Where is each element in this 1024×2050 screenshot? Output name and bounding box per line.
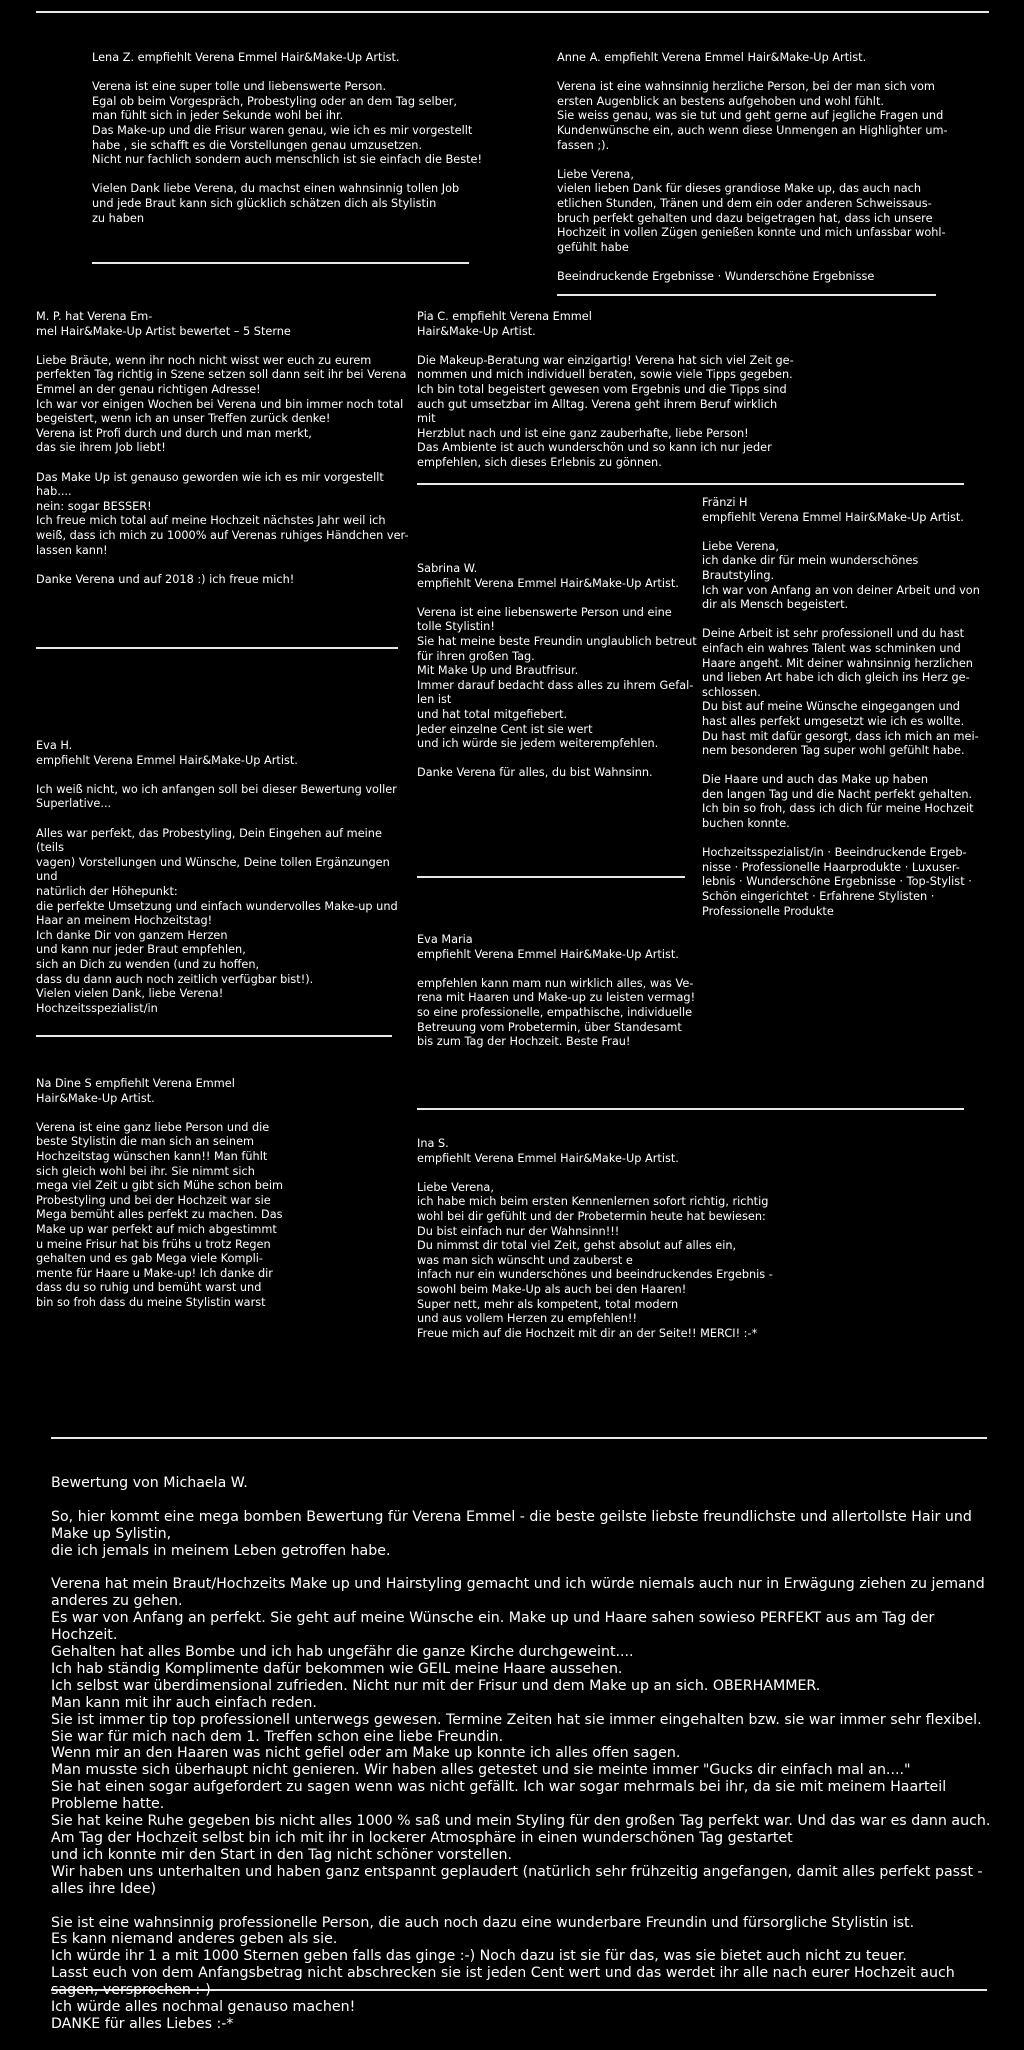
review-michaela-text: Sie ist eine wahnsinnig professionelle Person, die auch noch dazu eine wunderbare Freundin und fürsorgliche Stylistin ist. Es kann niemand anderes geben als sie. Ich würde ihr 1 a mit 1000 Sternen geben falls das ginge :-) Noch dazu ist sie für das, was sie bietet auch nicht zu teuer. Lasst euch von dem Anfangsbetrag nicht abschrecken sie ist jeden Cent wert und das werdet ihr alle nach eurer Hochzeit auch sagen, versprochen :-) Ich würde alles nochmal genauso machen! DANKE für alles Liebes :-* bbox=[51, 1914, 955, 2032]
review-fraenzi-text: Die Haare und auch das Make up haben den langen Tag und die Nacht perfekt gehalten. Ich bin so froh, dass ich dich für meine Hochzeit buchen konnte. bbox=[702, 773, 974, 831]
review-michaela bbox=[51, 1475, 1001, 2050]
review-fraenzi-author: Fränzi H empfiehlt Verena Emmel Hair&Make-Up Artist. bbox=[702, 496, 964, 524]
divider-lena bbox=[92, 262, 469, 264]
review-sabrina-text: Danke Verena für alles, du bist Wahnsinn. bbox=[417, 766, 653, 780]
review-eva-maria-text: empfehlen kann mam nun wirklich alles, was Ve- rena mit Haaren und Make-up zu leisten vermag! so eine professionelle, empathische, individuelle Betreuung vom Probetermin, über Standesamt bis zum Tag der Hochzeit. Beste Frau! bbox=[417, 976, 696, 1049]
review-michaela-text: So, hier kommt eine mega bomben Bewertung für Verena Emmel - die beste geilste liebste freundlichste und allertollste Hair und Make up Sylistin, die ich jemals in meinem Leben getroffen habe. bbox=[51, 1508, 972, 1559]
review-michaela-text: Verena hat mein Braut/Hochzeits Make up und Hairstyling gemacht und ich würde niemals auch nur in Erwägung ziehen zu jemand anderes zu gehen. Es war von Anfang an perfekt. Sie geht auf meine Wünsche ein. Make up und Haare sahen sowieso PERFEKT aus am Tag der Hochzeit. Gehalten hat alles Bombe und ich hab ungefähr die ganze Kirche durchgeweint.... Ich hab ständig Komplimente dafür bekommen wie GEIL meine Haare aussehen. Ich selbst war überdimensional zufrieden. Nicht nur mit der Frisur und dem Make up an sich. OBERHAMMER. Man kann mit ihr auch einfach reden. Sie ist immer tip top professionell unterwegs gewesen. Termine Zeiten hat sie immer eingehalten bzw. sie war immer sehr flexibel. Sie war für mich nach dem 1. Treffen schon eine liebe Freundin. Wenn mir an den Haaren was nicht gefiel oder am Make up konnte ich alles offen sagen. Man musste sich überhaupt nicht genieren. Wir haben alles getestet und sie meinte immer "Gucks dir einfach mal an...." Sie hat einen sogar aufgefordert zu sagen wenn was nicht gefällt. Ich war sogar mehrmals bei ihr, da sie mit meinem Haarteil Probleme hatte. Sie hat keine Ruhe gegeben bis nicht alles 1000 % saß und mein Styling für den großen Tag perfekt war. Und das war es dann auch. Am Tag der Hochzeit selbst bin ich mit ihr in lockerer Atmosphäre in einen wunderschönen Tag gestartet und ich konnte mir den Start in den Tag nicht schöner vorstellen. Wir haben uns unterhalten und haben ganz entspannt geplaudert (natürlich sehr frühzeitig angefangen, damit alles perfekt passt - alles ihre Idee) bbox=[51, 1576, 991, 1897]
review-mp bbox=[36, 310, 411, 587]
review-nadine bbox=[36, 1077, 316, 1311]
review-ina-author: Ina S. empfiehlt Verena Emmel Hair&Make-Up Artist. bbox=[417, 1137, 679, 1165]
review-ina bbox=[417, 1137, 797, 1341]
divider-pia bbox=[417, 483, 964, 485]
review-eva-maria-author: Eva Maria empfiehlt Verena Emmel Hair&Make-Up Artist. bbox=[417, 933, 679, 961]
divider-eva-h bbox=[36, 1035, 392, 1037]
review-pia-text: Die Makeup-Beratung war einzigartig! Verena hat sich viel Zeit ge- nommen und mich individuell beraten, sowie viele Tipps gegeben. Ich bin total begeistert gewesen vom Ergebnis und die Tipps sind auch gut umsetzbar im Alltag. Verena geht ihrem Beruf wirklich mit Herzblut nach und ist eine ganz zauberhafte, liebe Person! Das Ambiente ist auch wunderschön und so kann ich nur jeder empfehlen, sich dieses Erlebnis zu gönnen. bbox=[417, 353, 794, 469]
review-sabrina bbox=[417, 562, 697, 781]
review-michaela-author: Bewertung von Michaela W. bbox=[51, 1475, 248, 1491]
review-fraenzi-text: Deine Arbeit ist sehr professionell und du hast einfach ein wahres Talent was schminken und Haare angeht. Mit deiner wahnsinnig herzlichen und lieben Art habe ich dich gleich ins Herz ge- schlossen. Du bist auf meine Wünsche eingegangen und hast alles perfekt umgesetzt wie ich es wollte. Du hast mit dafür gesorgt, dass ich mich an mei- nem besonderen Tag super wohl gefühlt habe. bbox=[702, 627, 979, 758]
review-mp-text: Liebe Bräute, wenn ihr noch nicht wisst wer euch zu eurem perfekten Tag richtig in Szene setzen soll dann seit ihr bei Verena Emmel an der genau richtigen Adresse! Ich war vor einigen Wochen bei Verena und bin immer noch total begeistert, wenn ich an unser Treffen zurück denke! Verena ist Profi durch und durch und man merkt, das sie ihrem Job liebt! bbox=[36, 353, 407, 455]
review-mp-text: Danke Verena und auf 2018 :) ich freue mich! bbox=[36, 572, 295, 586]
review-lena-text: Vielen Dank liebe Verena, du machst einen wahnsinnig tollen Job und jede Braut kann sich glücklich schätzen dich als Stylistin zu haben bbox=[92, 182, 460, 225]
review-eva-h-author: Eva H. empfiehlt Verena Emmel Hair&Make-Up Artist. bbox=[36, 739, 298, 767]
review-pia-author: Pia C. empfiehlt Verena Emmel Hair&Make-Up Artist. bbox=[417, 310, 592, 338]
review-mp-author: M. P. hat Verena Em- mel Hair&Make-Up Artist bewertet – 5 Sterne bbox=[36, 310, 291, 338]
review-sabrina-author: Sabrina W. empfiehlt Verena Emmel Hair&Make-Up Artist. bbox=[417, 562, 679, 590]
review-nadine-text: Verena ist eine ganz liebe Person und die beste Stylistin die man sich an seinem Hochzeitstag wünschen kann!! Man fühlt sich gleich wohl bei ihr. Sie nimmt sich mega viel Zeit u gibt sich Mühe schon beim Probestyling und bei der Hochzeit war sie Mega bemüht alles perfekt zu machen. Das Make up war perfekt auf mich abgestimmt u meine Frisur hat bis frühs u trotz Regen gehalten und es gab Mega viele Kompli- mente für Haare u Make-up! Ich danke dir dass du so ruhig und bemüht warst und bin so froh dass du meine Stylistin warst bbox=[36, 1120, 284, 1309]
divider-anne bbox=[557, 294, 936, 296]
review-mp-text: Das Make Up ist genauso geworden wie ich es mir vorgestellt hab.... nein: sogar BESSER! Ich freue mich total auf meine Hochzeit nächstes Jahr weil ich weiß, dass ich mich zu 1000% auf Verenas ruhiges Händchen ver- lassen kann! bbox=[36, 470, 409, 557]
review-nadine-author: Na Dine S empfiehlt Verena Emmel Hair&Make-Up Artist. bbox=[36, 1077, 235, 1105]
review-lena bbox=[92, 51, 492, 226]
divider-top bbox=[36, 11, 989, 13]
review-eva-h-text: Ich weiß nicht, wo ich anfangen soll bei dieser Bewertung voller Superlative... bbox=[36, 782, 397, 811]
divider-eva-maria bbox=[417, 1108, 964, 1110]
review-eva-h-text: Alles war perfekt, das Probestyling, Dein Eingehen auf meine (teils vagen) Vorstellungen und Wünsche, Deine tollen Ergänzungen und natürlich der Höhepunkt: die perfekte Umsetzung und einfach wundervolles Make-up und Haar an meinem Hochzeitstag! Ich danke Dir von ganzem Herzen und kann nur jeder Braut empfehlen, sich an Dich zu wenden (und zu hoffen, dass du dann auch noch zeitlich verfügbar bist!). Vielen vielen Dank, liebe Verena! Hochzeitsspezialist/in bbox=[36, 826, 398, 1015]
review-ina-text: Liebe Verena, ich habe mich beim ersten Kennenlernen sofort richtig, richtig wohl bei dir gefühlt und der Probetermin heute hat bewiesen: Du bist einfach nur der Wahnsinn!!! Du nimmst dir total viel Zeit, gehst absolut auf alles ein, was man sich wünscht und zauberst e infach nur ein wunderschönes und beeindruckendes Ergebnis - sowohl beim Make-Up als auch bei den Haaren! Super nett, mehr als kompetent, total modern und aus vollem Herzen zu empfehlen!! Freue mich auf die Hochzeit mit dir an der Seite!! MERCI! :-* bbox=[417, 1180, 773, 1340]
review-fraenzi-tags: Hochzeitsspezialist/in · Beeindruckende Ergeb- nisse · Professionelle Haarprodukte · Luxuser- lebnis · Wunderschöne Ergebnisse · Top-Stylist · Schön eingerichtet · Erfahrene Stylisten · Professionelle Produkte bbox=[702, 846, 972, 918]
review-lena-text: Verena ist eine super tolle und liebenswerte Person. Egal ob beim Vorgespräch, Probestyling oder an dem Tag selber, man fühlt sich in jeder Sekunde wohl bei ihr. Das Make-up und die Frisur waren genau, wie ich es mir vorgestellt habe , sie schafft es die Vorstellungen genau umzusetzen. Nicht nur fachlich sondern auch menschlich ist sie einfach die Beste! bbox=[92, 80, 483, 167]
review-anne-author: Anne A. empfiehlt Verena Emmel Hair&Make-Up Artist. bbox=[557, 51, 867, 64]
review-anne-text: Liebe Verena, vielen lieben Dank für dieses grandiose Make up, das auch nach etlichen Stunden, Tränen und dem ein oder anderen Schweissaus- bruch perfekt gehalten und dazu beigetragen hat, dass ich unsere Hochzeit in vollen Zügen genießen konnte und mich unfassbar wohl- gefühlt habe bbox=[557, 167, 946, 254]
review-fraenzi bbox=[702, 496, 982, 919]
review-anne-text: Verena ist eine wahnsinnig herzliche Person, bei der man sich vom ersten Augenblick an bestens aufgehoben und wohl fühlt. Sie weiss genau, was sie tut und geht gerne auf jegliche Fragen und Kundenwünsche ein, auch wenn diese Unmengen an Highlighter um- fassen ;). bbox=[557, 80, 948, 152]
review-lena-author: Lena Z. empfiehlt Verena Emmel Hair&Make-Up Artist. bbox=[92, 51, 400, 64]
divider-sabrina bbox=[417, 876, 685, 878]
review-eva-maria bbox=[417, 933, 697, 1050]
review-anne-tags: Beeindruckende Ergebnisse · Wunderschöne Ergebnisse bbox=[557, 269, 875, 283]
review-fraenzi-text: Liebe Verena, ich danke dir für mein wunderschönes Brautstyling. Ich war von Anfang an von deiner Arbeit und von dir als Mensch begeistert. bbox=[702, 539, 980, 612]
review-pia bbox=[417, 310, 797, 471]
review-eva-h bbox=[36, 739, 411, 1016]
divider-section bbox=[51, 1437, 987, 1439]
review-anne bbox=[557, 51, 977, 285]
review-sabrina-text: Verena ist eine liebenswerte Person und eine tolle Stylistin! Sie hat meine beste Freundin unglaublich betreut für ihren großen Tag. Mit Make Up und Brautfrisur. Immer darauf bedacht dass alles zu ihrem Gefal- len ist und hat total mitgefiebert. Jeder einzelne Cent ist sie wert und ich würde sie jedem weiterempfehlen. bbox=[417, 605, 697, 751]
divider-mp bbox=[36, 647, 398, 649]
